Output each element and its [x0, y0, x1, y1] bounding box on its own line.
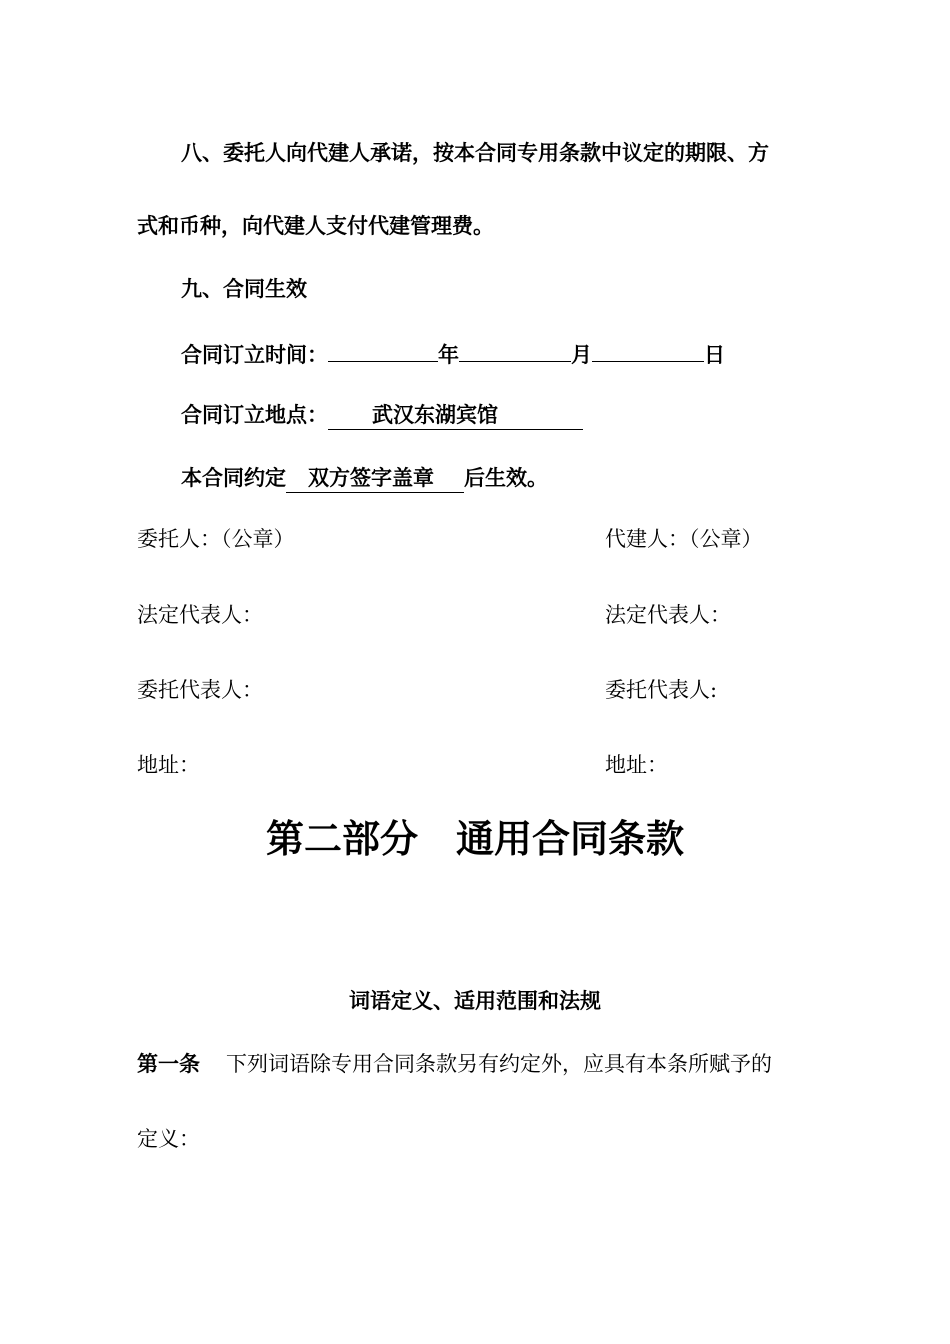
- sign-time-row: [181, 339, 725, 368]
- day-blank: [592, 339, 704, 362]
- sign-place-label: 合同订立地点：: [181, 402, 328, 427]
- year-label: 年: [438, 342, 459, 367]
- left-address: 地址：: [137, 753, 200, 777]
- sign-place-row: [181, 402, 583, 430]
- sign-time-label: 合同订立时间：: [181, 342, 328, 367]
- item9-title: 九、合同生效: [181, 276, 307, 301]
- right-legal-rep: 法定代表人：: [605, 603, 731, 627]
- effect-value: 双方签字盖章: [286, 465, 464, 493]
- article1-text: 下列词语除专用合同条款另有约定外，应具有本条所赋予的: [226, 1052, 772, 1076]
- part2-heading: 第二部分 通用合同条款: [265, 816, 684, 861]
- right-address: 地址：: [605, 753, 668, 777]
- left-legal-rep: 法定代表人：: [137, 603, 263, 627]
- sign-place-value: 武汉东湖宾馆: [328, 402, 583, 430]
- article1-label: 第一条: [137, 1051, 200, 1076]
- left-authorized-rep: 委托代表人：: [137, 678, 263, 702]
- article1-line2: 定义：: [137, 1127, 200, 1151]
- left-party: 委托人：（公章）: [137, 527, 295, 551]
- month-blank: [459, 339, 571, 362]
- day-label: 日: [704, 342, 725, 367]
- right-party: 代建人：（公章）: [605, 527, 763, 551]
- part2-subheading: 词语定义、适用范围和法规: [349, 988, 601, 1013]
- right-authorized-rep: 委托代表人:: [605, 678, 718, 702]
- effect-prefix: 本合同约定: [181, 465, 286, 490]
- year-blank: [328, 339, 438, 362]
- month-label: 月: [571, 342, 592, 367]
- effect-row: [181, 465, 548, 493]
- item8-line1: 八、委托人向代建人承诺，按本合同专用条款中议定的期限、方: [181, 140, 769, 165]
- effect-suffix: 后生效。: [464, 465, 548, 490]
- article1-line1: [137, 1051, 772, 1077]
- item8-line2: 式和币种，向代建人支付代建管理费。: [137, 213, 494, 238]
